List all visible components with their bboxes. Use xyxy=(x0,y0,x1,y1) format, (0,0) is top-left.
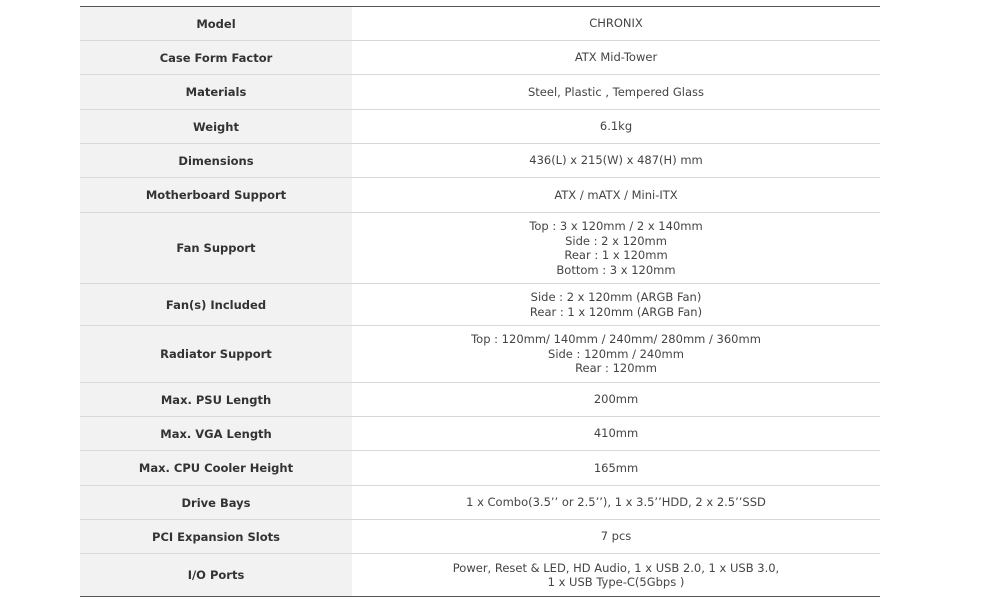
spec-value xyxy=(352,178,880,213)
spec-value-line: 165mm xyxy=(593,460,639,475)
spec-row xyxy=(80,486,880,520)
spec-row xyxy=(80,554,880,597)
spec-row xyxy=(80,7,880,41)
spec-row xyxy=(80,110,880,144)
spec-value xyxy=(352,326,880,383)
spec-row xyxy=(80,178,880,213)
spec-value-line: 7 pcs xyxy=(600,529,632,544)
spec-value xyxy=(352,284,880,326)
spec-value xyxy=(352,110,880,144)
spec-value xyxy=(352,41,880,75)
spec-label: Dimensions xyxy=(80,144,352,178)
spec-value xyxy=(352,417,880,451)
spec-value xyxy=(352,383,880,417)
spec-value-line: Side : 2 x 120mm xyxy=(565,233,667,248)
spec-value-line: Power, Reset & LED, HD Audio, 1 x USB 2.0, 1 x USB 3.0, xyxy=(452,560,780,575)
spec-value-line: Side : 120mm / 240mm xyxy=(548,346,684,361)
spec-label: Model xyxy=(80,7,352,41)
spec-value xyxy=(352,486,880,520)
spec-value xyxy=(352,554,880,597)
spec-value-line: Top : 120mm/ 140mm / 240mm/ 280mm / 360mm xyxy=(471,332,761,347)
spec-label: Max. CPU Cooler Height xyxy=(80,451,352,486)
spec-value-line: Rear : 1 x 120mm (ARGB Fan) xyxy=(529,304,703,319)
spec-value xyxy=(352,213,880,284)
spec-value-line: Side : 2 x 120mm (ARGB Fan) xyxy=(530,290,702,304)
spec-row xyxy=(80,520,880,554)
spec-value-line: ATX / mATX / Mini-ITX xyxy=(554,187,678,202)
spec-row xyxy=(80,144,880,178)
spec-value-line: 200mm xyxy=(593,392,639,407)
spec-row xyxy=(80,417,880,451)
spec-label: Case Form Factor xyxy=(80,41,352,75)
spec-label: Materials xyxy=(80,75,352,110)
spec-value xyxy=(352,7,880,41)
spec-label: Motherboard Support xyxy=(80,178,352,213)
spec-label: Weight xyxy=(80,110,352,144)
spec-value-line: ATX Mid-Tower xyxy=(574,50,658,65)
spec-value-line: 6.1kg xyxy=(599,119,633,134)
spec-label: Fan Support xyxy=(80,213,352,284)
spec-value-line: 1 x Combo(3.5’’ or 2.5’’), 1 x 3.5’’HDD, 2 x 2.5’’SSD xyxy=(466,495,766,510)
spec-row xyxy=(80,383,880,417)
spec-value-line: Bottom : 3 x 120mm xyxy=(556,262,676,277)
spec-value-line: Top : 3 x 120mm / 2 x 140mm xyxy=(529,219,703,233)
spec-row xyxy=(80,75,880,110)
spec-row xyxy=(80,213,880,284)
spec-value xyxy=(352,75,880,110)
spec-value xyxy=(352,144,880,178)
spec-table xyxy=(80,6,880,597)
spec-value xyxy=(352,520,880,554)
spec-table-body xyxy=(80,7,880,597)
spec-label: I/O Ports xyxy=(80,554,352,597)
spec-label: PCI Expansion Slots xyxy=(80,520,352,554)
spec-value-line: Steel, Plastic , Tempered Glass xyxy=(528,84,704,99)
spec-row xyxy=(80,284,880,326)
spec-value-line: CHRONIX xyxy=(589,16,643,31)
spec-row xyxy=(80,41,880,75)
spec-value-line: 1 x USB Type-C(5Gbps ) xyxy=(547,575,685,589)
spec-label: Max. PSU Length xyxy=(80,383,352,417)
spec-label: Radiator Support xyxy=(80,326,352,383)
spec-value-line: 410mm xyxy=(593,426,639,441)
spec-value-line: 436(L) x 215(W) x 487(H) mm xyxy=(529,153,703,168)
spec-row xyxy=(80,451,880,486)
spec-label: Max. VGA Length xyxy=(80,417,352,451)
spec-label: Drive Bays xyxy=(80,486,352,520)
spec-value-line: Rear : 1 x 120mm xyxy=(564,248,668,262)
spec-value xyxy=(352,451,880,486)
spec-label: Fan(s) Included xyxy=(80,284,352,326)
spec-row xyxy=(80,326,880,383)
spec-value-line: Rear : 120mm xyxy=(575,361,657,376)
